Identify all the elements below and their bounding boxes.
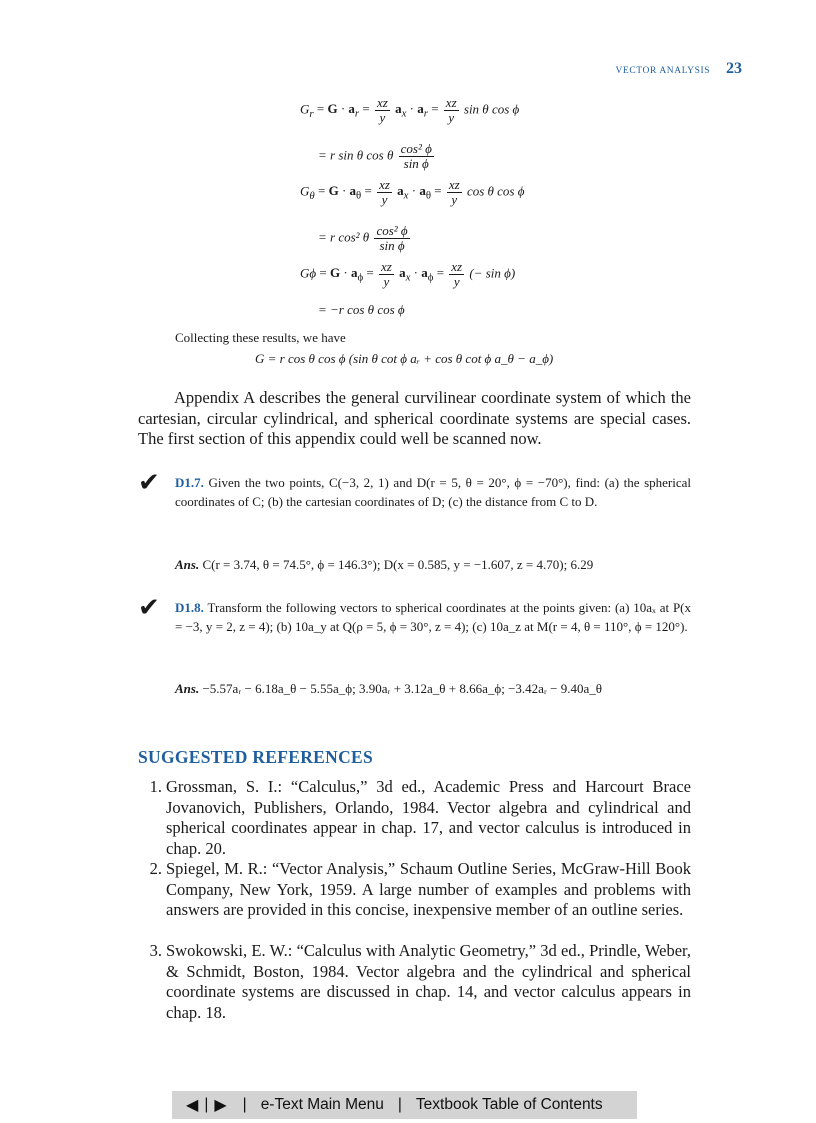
page-header [615,60,742,78]
page-number: 23 [726,60,742,77]
eq-gphi2: = −r cos θ cos ϕ [318,302,405,317]
eq-gphi-tail: (− sin ϕ) [469,265,516,281]
equation-gphi: $G\phi = G \cdot a_\phi$ = $\frac{xz}{y}$ $a_x \cdot a_\phi$ = $\frac{xz}{y}$ (− sin ϕ) [300,259,516,289]
references-heading: SUGGESTED REFERENCES [138,747,374,767]
equation-gphi-2 [318,302,405,318]
eq-gphi-lhs: Gϕ [300,265,317,281]
appendix-paragraph: Appendix A describes the general curvilinear coordinate system of which the cartesian, circular cylindrical, and spherical coordinate systems are special cases. The first section of this appendix could well be scanned now. [138,388,691,448]
checkmark-icon: ✔ [138,468,160,498]
running-title: VECTOR ANALYSIS [615,66,711,76]
reference-text: Grossman, S. I.: “Calculus,” 3d ed., Academic Press and Harcourt Brace Jovanovich, Publishers, Orlando, 1984. Vector algebra and cylindrical and spherical coordinates appear in chap. 17, and vector calculus is introduced in chap. 20. [166,777,691,858]
equation-gr-2 [318,142,436,171]
eq-frac-den: y [383,274,390,289]
etext-main-menu-link[interactable]: e-Text Main Menu [260,1096,384,1113]
checkmark-icon: ✔ [138,593,160,623]
eq-frac-num: xz [376,95,388,110]
prev-page-icon[interactable]: ◀ [186,1097,199,1114]
eq-frac-den: y [381,192,388,207]
drill-d1-7 [175,473,691,511]
reference-text: Spiegel, M. R.: “Vector Analysis,” Schaum Outline Series, McGraw-Hill Book Company, New York, 1959. A large number of examples and problems with answers are provided in this concise, inexpensive member of an outline series. [166,859,691,919]
nav-divider: | [242,1096,247,1113]
drill-d1-8 [175,598,691,636]
reference-number: 2. [149,859,162,878]
eq-frac-num: xz [451,259,463,274]
eq-frac-num: cos² ϕ [376,223,408,238]
eq-frac-den: sin ϕ [379,238,405,253]
equation-gr: $G_r = G \cdot a_r$ = $\frac{xz}{y}$ $a_x \cdot a_r$ = $\frac{xz}{y}$ sin θ cos ϕ [300,95,520,125]
eq-frac-den: y [448,110,455,125]
reference-text: Swokowski, E. W.: “Calculus with Analytic Geometry,” 3d ed., Prindle, Weber, & Schmidt, Boston, 1984. Vector algebra and the cylindrical and spherical coordinate systems are discussed in chap. 14, and vector calculus appears in chap. 18. [166,941,691,1022]
answer-text: −5.57aᵣ − 6.18a_θ − 5.55a_ϕ; 3.90aᵣ + 3.12a_θ + 8.66a_ϕ; −3.42aᵣ − 9.40a_θ [202,681,602,696]
reference-number: 3. [149,941,162,960]
drill-text: Transform the following vectors to spherical coordinates at the points given: (a) 10aₓ at P(x = −3, y = 2, z = 4); (b) 10a_y at Q(ρ = 5, ϕ = 30°, z = 4); (c) 10a_z at M(r = 4, θ = 110°, ϕ = 120°). [175,600,692,634]
etext-nav-bar [172,1091,637,1119]
nav-divider: | [397,1096,402,1113]
eq-gr-sub: r [309,108,314,121]
reference-item [138,941,691,1023]
eq-gtheta-sub: θ [309,190,315,203]
answer-label: Ans. [175,681,200,696]
eq-frac-num: xz [448,177,460,192]
g-result-equation: G = r cos θ cos ϕ (sin θ cot ϕ aᵣ + cos θ cot ϕ a_θ − a_ϕ) [255,351,554,366]
drill-label: D1.7. [175,475,204,490]
eq-frac-num: xz [379,177,390,192]
eq-gr2-pre: = r sin θ cos θ [318,147,394,163]
textbook-toc-link[interactable]: Textbook Table of Contents [415,1096,603,1113]
drill-d1-8-answer [175,679,691,698]
eq-frac-den: y [379,110,386,125]
eq-frac-den: y [453,274,460,289]
eq-frac-den: y [451,192,458,207]
next-page-icon[interactable]: ▶ [214,1097,227,1114]
eq-frac-den: sin ϕ [403,156,429,171]
eq-gtheta2-pre: = r cos² θ [318,229,370,245]
answer-label: Ans. [175,557,200,572]
eq-gr-tail: sin θ cos ϕ [463,101,520,117]
eq-frac-num: cos² ϕ [400,141,432,156]
eq-gtheta-tail: cos θ cos ϕ [466,183,525,199]
equation-gtheta: $G_\theta = G \cdot a_\theta$ = $\frac{xz}{y}$ $a_x \cdot a_\theta$ = $\frac{xz}{y}$ cos θ cos ϕ [300,177,525,207]
eq-gr-lhs: G [300,101,310,117]
reference-number: 1. [149,777,162,796]
collecting-text: Collecting these results, we have [175,330,346,345]
nav-divider: | [204,1096,209,1113]
eq-frac-num: xz [380,259,392,274]
drill-text: Given the two points, C(−3, 2, 1) and D(r = 5, θ = 20°, ϕ = −70°), find: (a) the spherical coordinates of C; (b) the cartesian coordinates of D; (c) the distance from C to D. [175,475,691,509]
eq-frac-num: xz [445,95,457,110]
drill-d1-7-answer [175,555,691,574]
equation-gtheta-2 [318,224,412,253]
answer-text: C(r = 3.74, θ = 74.5°, ϕ = 146.3°); D(x = 0.585, y = −1.607, z = 4.70); 6.29 [202,557,594,572]
drill-label: D1.8. [175,600,204,615]
reference-item [138,859,691,921]
eq-gtheta-lhs: G [300,183,310,199]
reference-item [138,777,691,859]
